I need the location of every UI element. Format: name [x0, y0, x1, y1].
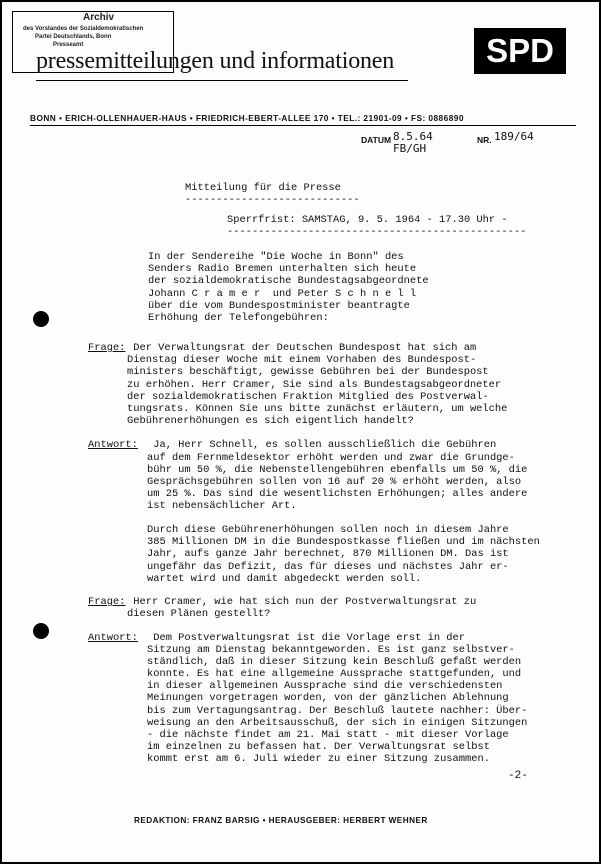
text-line: über die vom Bundespostminister beantragte	[148, 300, 410, 312]
text-line: um 25 %. Das sind die wesentlichsten Erhöhungen; alles andere	[147, 488, 528, 500]
text-line: Erhöhung der Telefongebühren:	[148, 312, 329, 324]
text-line: ist nebensächlicher Art.	[147, 500, 297, 512]
text-line: ungefähr das Defizit, das für dieses und nächstes Jahr er-	[147, 561, 509, 573]
text-line: - die nächste findet am 21. Mai statt - mit dieser Vorlage	[147, 729, 509, 741]
text-line: bühr um 50 %, die Nebenstellengebühren ebenfalls um 50 %, die	[147, 464, 528, 476]
stamp-line: Partei Deutschlands, Bonn	[35, 34, 112, 40]
text-line: zu erhöhen. Herr Cramer, Sie sind als Bundestagsabgeordneter	[127, 379, 502, 391]
nr-label: NR.	[477, 135, 492, 145]
text-line: Senders Radio Bremen unterhalten sich heute	[148, 263, 417, 275]
text-line: Gesprächsgebühren sollen von 16 auf 20 % erhöht werden, also	[147, 476, 522, 488]
text-line: ministers beschäftigt, gewisse Gebühren bei der Bundespost	[127, 366, 489, 378]
embargo-line: Sperrfrist: SAMSTAG, 9. 5. 1964 - 17.30 Uhr -	[227, 214, 508, 226]
text-line: konnte. Es hat eine allgemeine Aussprache stattgefunden, und	[147, 668, 522, 680]
question-label: Frage:	[88, 596, 126, 608]
text-line: wartet wird und damit abgedeckt werden soll.	[147, 573, 422, 585]
heading-title: Mitteilung für die Presse	[185, 182, 341, 194]
punch-hole	[33, 311, 49, 327]
text-line: tungsrats. Können Sie uns bitte zunächst erläutern, um welche	[127, 403, 508, 415]
answer-label: Antwort:	[88, 439, 138, 451]
next-page-marker: -2-	[508, 770, 528, 782]
text-line: Der Verwaltungsrat der Deutschen Bundespost hat sich am	[127, 342, 477, 354]
text-line: bis zum Vertagungsantrag. Der Beschluß lautete nachher: Über-	[147, 705, 528, 717]
footer-credits: REDAKTION: FRANZ BARSIG • HERAUSGEBER: HERBERT WEHNER	[134, 816, 428, 825]
stamp-line: Presseamt	[53, 42, 84, 48]
text-line: im einzelnen zu befassen hat. Der Verwaltungsrat selbst	[147, 741, 490, 753]
answer-label: Antwort:	[88, 632, 138, 644]
heading-dashes: ----------------------------	[185, 194, 360, 206]
text-line: ständlich, daß in dieser Sitzung kein Beschluß gefaßt werden	[147, 656, 522, 668]
stamp-line: des Vorstandes der Sozialdemokratischen	[23, 26, 144, 32]
text-line: Ja, Herr Schnell, es sollen ausschließlich die Gebühren	[147, 439, 497, 451]
text-line: Durch diese Gebührenerhöhungen sollen noch in diesem Jahre	[147, 524, 509, 536]
datum-value: 8.5.64	[393, 130, 433, 143]
stamp-title: Archiv	[83, 12, 115, 23]
text-line: In der Sendereihe "Die Woche in Bonn" des	[148, 251, 404, 263]
text-line: der sozialdemokratischen Fraktion Mitglied des Postverwal-	[127, 391, 489, 403]
embargo-dashes: ------------------------------------------------	[227, 226, 527, 238]
text-line: Johann C r a m e r und Peter S c h n e l l	[148, 288, 417, 300]
address-rule	[30, 125, 576, 126]
text-line: 385 Millionen DM in die Bundespostkasse fließen und im nächsten	[147, 536, 540, 548]
question-label: Frage:	[88, 342, 126, 354]
nr-value: 189/64	[494, 130, 534, 143]
text-line: weisung an den Arbeitsausschuß, der sich in einigen Sitzungen	[147, 717, 528, 729]
punch-hole	[33, 623, 49, 639]
text-line: Dem Postverwaltungsrat ist die Vorlage erst in der	[147, 632, 466, 644]
text-line: Jahr, aufs ganze Jahr berechnet, 870 Millionen DM. Das ist	[147, 548, 509, 560]
text-line: Gebührenerhöhungen es sich eigentlich handelt?	[127, 415, 414, 427]
text-line: Meinungen vorgetragen worden, von der gänzlichen Ablehnung	[147, 692, 509, 704]
text-line: Dienstag dieser Woche mit einem Vorhaben des Bundespost-	[127, 354, 477, 366]
text-line: Sitzung am Dienstag bekanntgeworden. Es ist ganz selbstver-	[147, 644, 515, 656]
letterhead-title: pressemitteilungen und informationen	[36, 48, 395, 74]
text-line: diesen Plänen gestellt?	[127, 608, 271, 620]
text-line: Herr Cramer, wie hat sich nun der Postverwaltungsrat zu	[127, 596, 477, 608]
initials: FB/GH	[393, 142, 427, 155]
address-line: BONN • ERICH-OLLENHAUER-HAUS • FRIEDRICH-EBERT-ALLEE 170 • TEL.: 21901-09 • FS: 0886890	[30, 113, 464, 123]
text-line: kommt erst am 6. Juli wieder zu einer Sitzung zusammen.	[147, 753, 490, 765]
spd-logo: SPD	[474, 28, 566, 74]
title-rule	[36, 80, 408, 81]
text-line: in dieser allgemeinen Aussprache sind die verschiedensten	[147, 680, 503, 692]
text-line: auf dem Fernmeldesektor erhöht werden und zwar die Grundge-	[147, 452, 515, 464]
datum-label: DATUM	[361, 135, 392, 145]
text-line: der sozialdemokratische Bundestagsabgeordnete	[148, 275, 429, 287]
